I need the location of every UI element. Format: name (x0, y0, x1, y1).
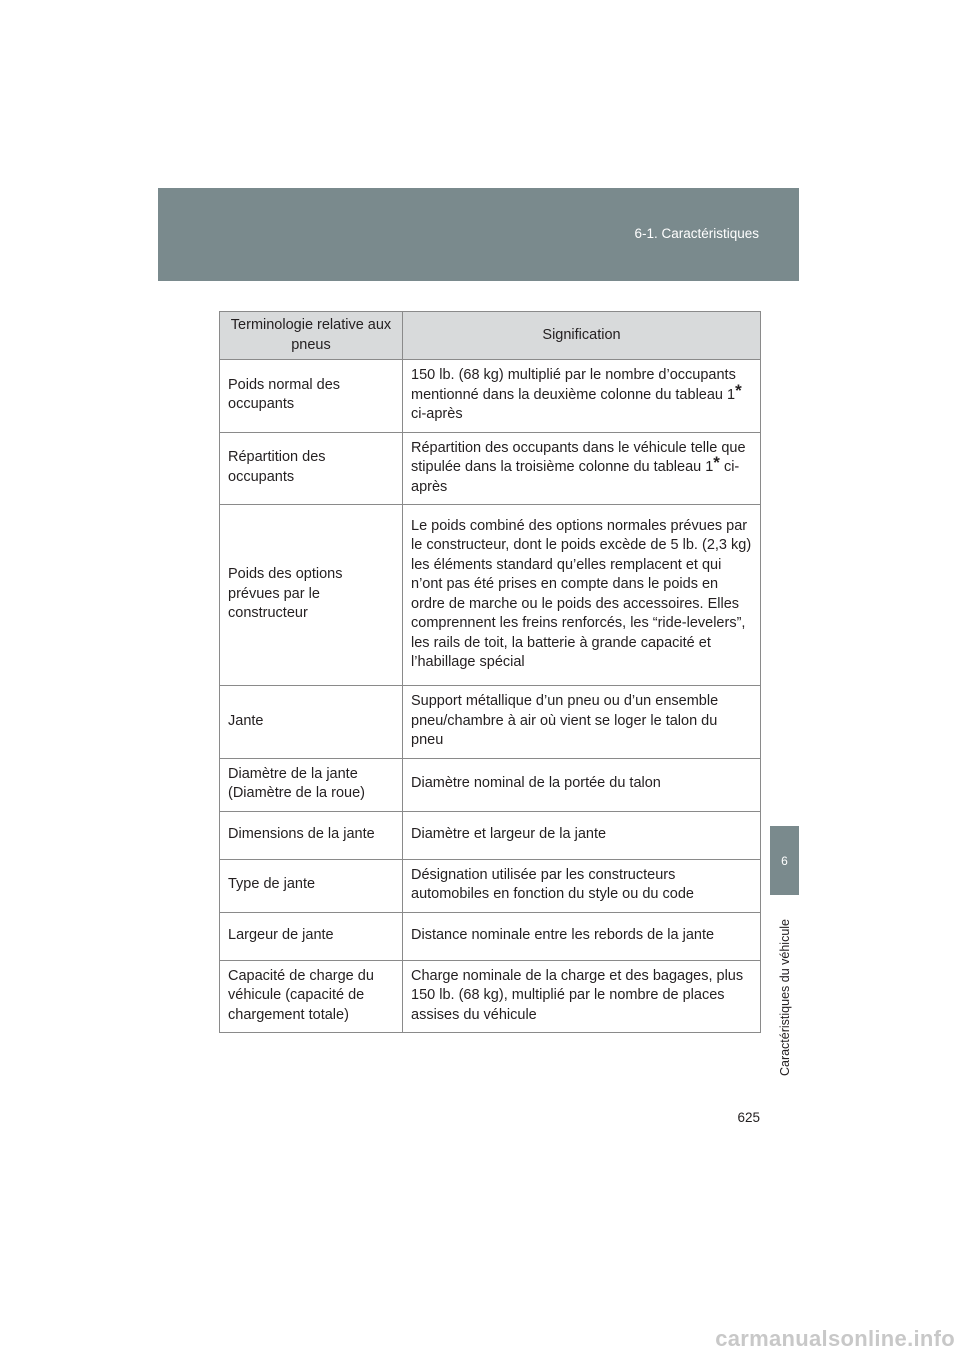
table-row (220, 758, 761, 811)
meaning-text-suffix: ci-après (411, 406, 463, 422)
page-number: 625 (737, 1110, 760, 1125)
table-row (220, 859, 761, 912)
chapter-label-text: Caractéristiques du véhicule (777, 918, 792, 1077)
section-title: 6-1. Caractéristiques (634, 226, 759, 241)
tire-terminology-table (219, 311, 761, 1033)
term-cell: Jante (220, 686, 403, 759)
header-band (158, 188, 799, 281)
meaning-cell (403, 912, 761, 960)
meaning-text: 150 lb. (68 kg) multiplié par le nombre d’occupants mentionné dans la deuxième colonne du tableau 1 (411, 367, 736, 403)
meaning-cell (403, 432, 761, 505)
term-cell: Répartition des occupants (220, 432, 403, 505)
meaning-text: Répartition des occupants dans le véhicule telle que stipulée dans la troisième colonne du tableau 1 (411, 439, 746, 475)
table-body (220, 360, 761, 1033)
table-row (220, 912, 761, 960)
watermark: carmanualsonline.info (715, 1326, 955, 1351)
meaning-cell (403, 811, 761, 859)
table-row (220, 960, 761, 1033)
meaning-text: Charge nominale de la charge et des bagages, plus 150 lb. (68 kg), multiplié par le nombre de places assises du véhicule (411, 967, 744, 1023)
meaning-text: Diamètre nominal de la portée du talon (411, 775, 661, 792)
table-row (220, 811, 761, 859)
footnote-asterisk: * (735, 380, 742, 400)
table-row (220, 505, 761, 686)
meaning-cell (403, 960, 761, 1033)
term-cell: Capacité de charge du véhicule (capacité de chargement totale) (220, 960, 403, 1033)
meaning-cell (403, 505, 761, 686)
chapter-tab (770, 826, 799, 895)
meaning-cell (403, 360, 761, 433)
table-header-row (220, 312, 761, 360)
meaning-cell (403, 686, 761, 759)
meaning-text: Diamètre et largeur de la jante (411, 825, 607, 842)
meaning-text: Désignation utilisée par les constructeurs automobiles en fonction du style ou du code (411, 866, 694, 902)
table-row (220, 360, 761, 433)
meaning-cell (403, 859, 761, 912)
term-cell: Dimensions de la jante (220, 811, 403, 859)
meaning-text-suffix: ci-après (411, 459, 740, 495)
meaning-text: Distance nominale entre les rebords de la jante (411, 926, 715, 943)
meaning-cell (403, 758, 761, 811)
footnote-asterisk: * (713, 453, 720, 472)
meaning-text: Support métallique d’un pneu ou d’un ensemble pneu/chambre à air où vient se loger le talon du pneu (411, 693, 719, 748)
term-cell: Poids des options prévues par le constructeur (220, 505, 403, 686)
term-cell: Diamètre de la jante (Diamètre de la roue) (220, 758, 403, 811)
chapter-label (770, 905, 799, 1090)
term-cell: Type de jante (220, 859, 403, 912)
header-term: Terminologie relative aux pneus (220, 312, 403, 360)
table-row (220, 686, 761, 759)
term-cell: Largeur de jante (220, 912, 403, 960)
meaning-text: Le poids combiné des options normales prévues par le constructeur, dont le poids excède de 5 lb. (2,3 kg) les éléments standard qu’elles remplacent et qui n’ont pas été prises en compte dans le poids en ordre de marche ou le poids des accessoires. Elles comprennent les freins renforcés, les “ride-levelers”, les rails de toit, la batterie à grande capacité et l’habillage spécial (411, 517, 752, 670)
term-cell: Poids normal des occupants (220, 360, 403, 433)
chapter-number: 6 (781, 853, 788, 868)
header-meaning: Signification (403, 312, 761, 360)
table-row (220, 432, 761, 505)
